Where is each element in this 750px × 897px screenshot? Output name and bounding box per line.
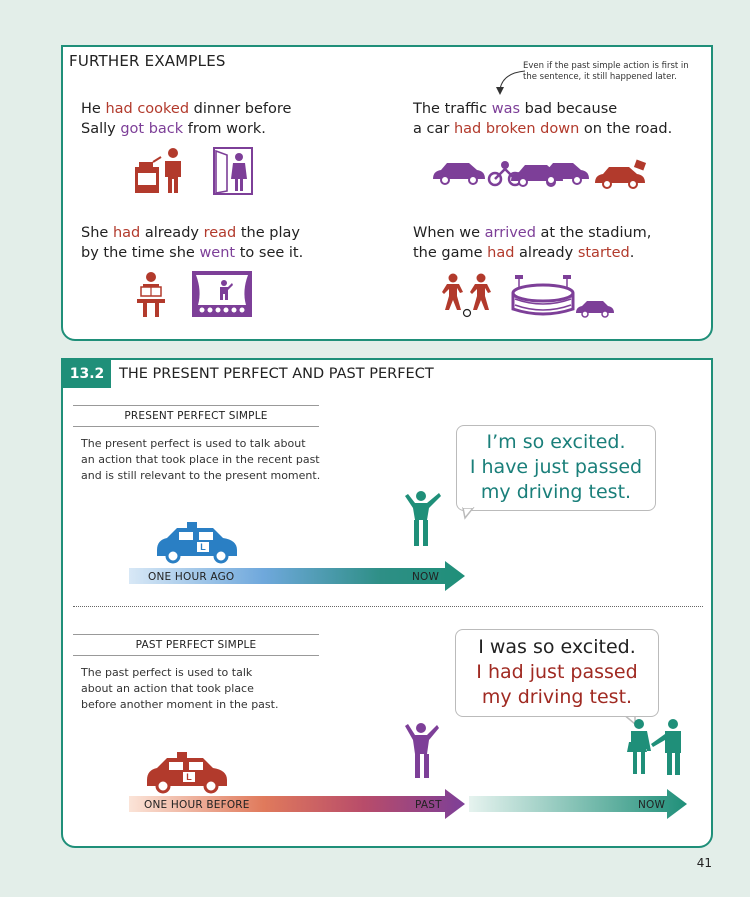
- verb-highlight: started: [577, 245, 630, 261]
- car-sign-text: L: [200, 542, 206, 552]
- example-3: [81, 223, 303, 263]
- bubble-line: my driving test.: [480, 481, 632, 503]
- learner-car-blue: [157, 522, 237, 562]
- example-line: [413, 119, 672, 139]
- desc-line: The past perfect is used to talk: [81, 666, 253, 679]
- sentence-text: at the stadium,: [535, 225, 652, 241]
- desc-line: about an action that took place: [81, 682, 254, 695]
- football-players-icon: [439, 273, 495, 317]
- example-line: [81, 99, 291, 119]
- sentence-text: the game: [413, 245, 488, 261]
- learner-car-red: [147, 752, 227, 792]
- present-perfect-heading: PRESENT PERFECT SIMPLE: [73, 405, 319, 427]
- two-people-teal: [627, 719, 681, 775]
- theatre-icon: [192, 271, 252, 317]
- example-4: [413, 223, 651, 263]
- page-number: 41: [696, 856, 712, 870]
- verb-highlight: got back: [120, 121, 184, 137]
- example-line: [413, 223, 651, 243]
- cheering-person-purple: [405, 723, 439, 778]
- traffic-jam-icon: [431, 157, 591, 189]
- section-panel: [61, 358, 713, 848]
- sentence-text: When we: [413, 225, 485, 241]
- verb-highlight: arrived: [484, 225, 536, 241]
- small-car-icon: [575, 299, 617, 317]
- further-examples-panel: [61, 45, 713, 341]
- sentence-text: dinner before: [189, 101, 292, 117]
- bubble-line: I was so excited.: [478, 636, 636, 658]
- present-end-label: NOW: [412, 571, 440, 583]
- sentence-text: The traffic: [413, 101, 492, 117]
- sentence-text: already: [140, 225, 204, 241]
- desc-line: an action that took place in the recent past: [81, 453, 320, 466]
- sentence-text: She: [81, 225, 113, 241]
- verb-highlight: had cooked: [105, 101, 190, 117]
- section-number: 13.2: [63, 360, 111, 388]
- sentence-text: .: [629, 245, 635, 261]
- bubble-line: I’m so excited.: [486, 431, 626, 453]
- past-mid-label: PAST: [415, 799, 442, 811]
- verb-highlight: had: [487, 245, 515, 261]
- section-divider: [73, 606, 703, 607]
- section-title: THE PRESENT PERFECT AND PAST PERFECT: [119, 366, 434, 382]
- present-start-label: ONE HOUR AGO: [148, 571, 235, 583]
- example-line: [81, 119, 291, 139]
- sentence-text: He: [81, 101, 106, 117]
- sentence-text: the play: [236, 225, 300, 241]
- sentence-text: already: [514, 245, 578, 261]
- example-line: [81, 223, 303, 243]
- sentence-text: by the time she: [81, 245, 200, 261]
- sentence-text: to see it.: [235, 245, 304, 261]
- desc-line: The present perfect is used to talk about: [81, 437, 306, 450]
- past-start-label: ONE HOUR BEFORE: [144, 799, 250, 811]
- stadium-icon: [511, 275, 575, 317]
- further-examples-heading: FURTHER EXAMPLES: [69, 52, 226, 70]
- desc-line: before another moment in the past.: [81, 698, 279, 711]
- sentence-text: bad because: [520, 101, 618, 117]
- verb-highlight: went: [199, 245, 236, 261]
- bubble-line: my driving test.: [481, 686, 633, 708]
- verb-highlight: had broken down: [453, 121, 580, 137]
- sentence-text: on the road.: [579, 121, 673, 137]
- bubble-line: I had just passed: [476, 661, 638, 683]
- door-icon: [213, 147, 253, 195]
- sentence-text: a car: [413, 121, 454, 137]
- broken-car-icon: [593, 159, 649, 189]
- past-perfect-heading: PAST PERFECT SIMPLE: [73, 634, 319, 656]
- sentence-text: Sally: [81, 121, 121, 137]
- annotation-note: Even if the past simple action is first in the sentence, it still happened later.: [523, 61, 689, 82]
- example-line: [413, 99, 672, 119]
- bubble-line: I have just passed: [469, 456, 643, 478]
- verb-highlight: was: [491, 101, 521, 117]
- verb-highlight: read: [203, 225, 237, 241]
- sentence-text: from work.: [183, 121, 266, 137]
- example-1: [81, 99, 291, 139]
- car-sign-text: L: [186, 772, 192, 782]
- past-speech-bubble: [455, 629, 659, 717]
- desc-line: and is still relevant to the present moment.: [81, 469, 321, 482]
- reading-person-icon: [137, 271, 165, 317]
- cheering-person-teal: [405, 491, 441, 546]
- example-line: [413, 243, 651, 263]
- past-perfect-description: [81, 665, 278, 713]
- verb-highlight: had: [112, 225, 141, 241]
- example-2: [413, 99, 672, 139]
- cooking-icon: [135, 147, 185, 195]
- example-line: [81, 243, 303, 263]
- past-end-label: NOW: [638, 799, 666, 811]
- present-timeline-graphics: [63, 360, 715, 850]
